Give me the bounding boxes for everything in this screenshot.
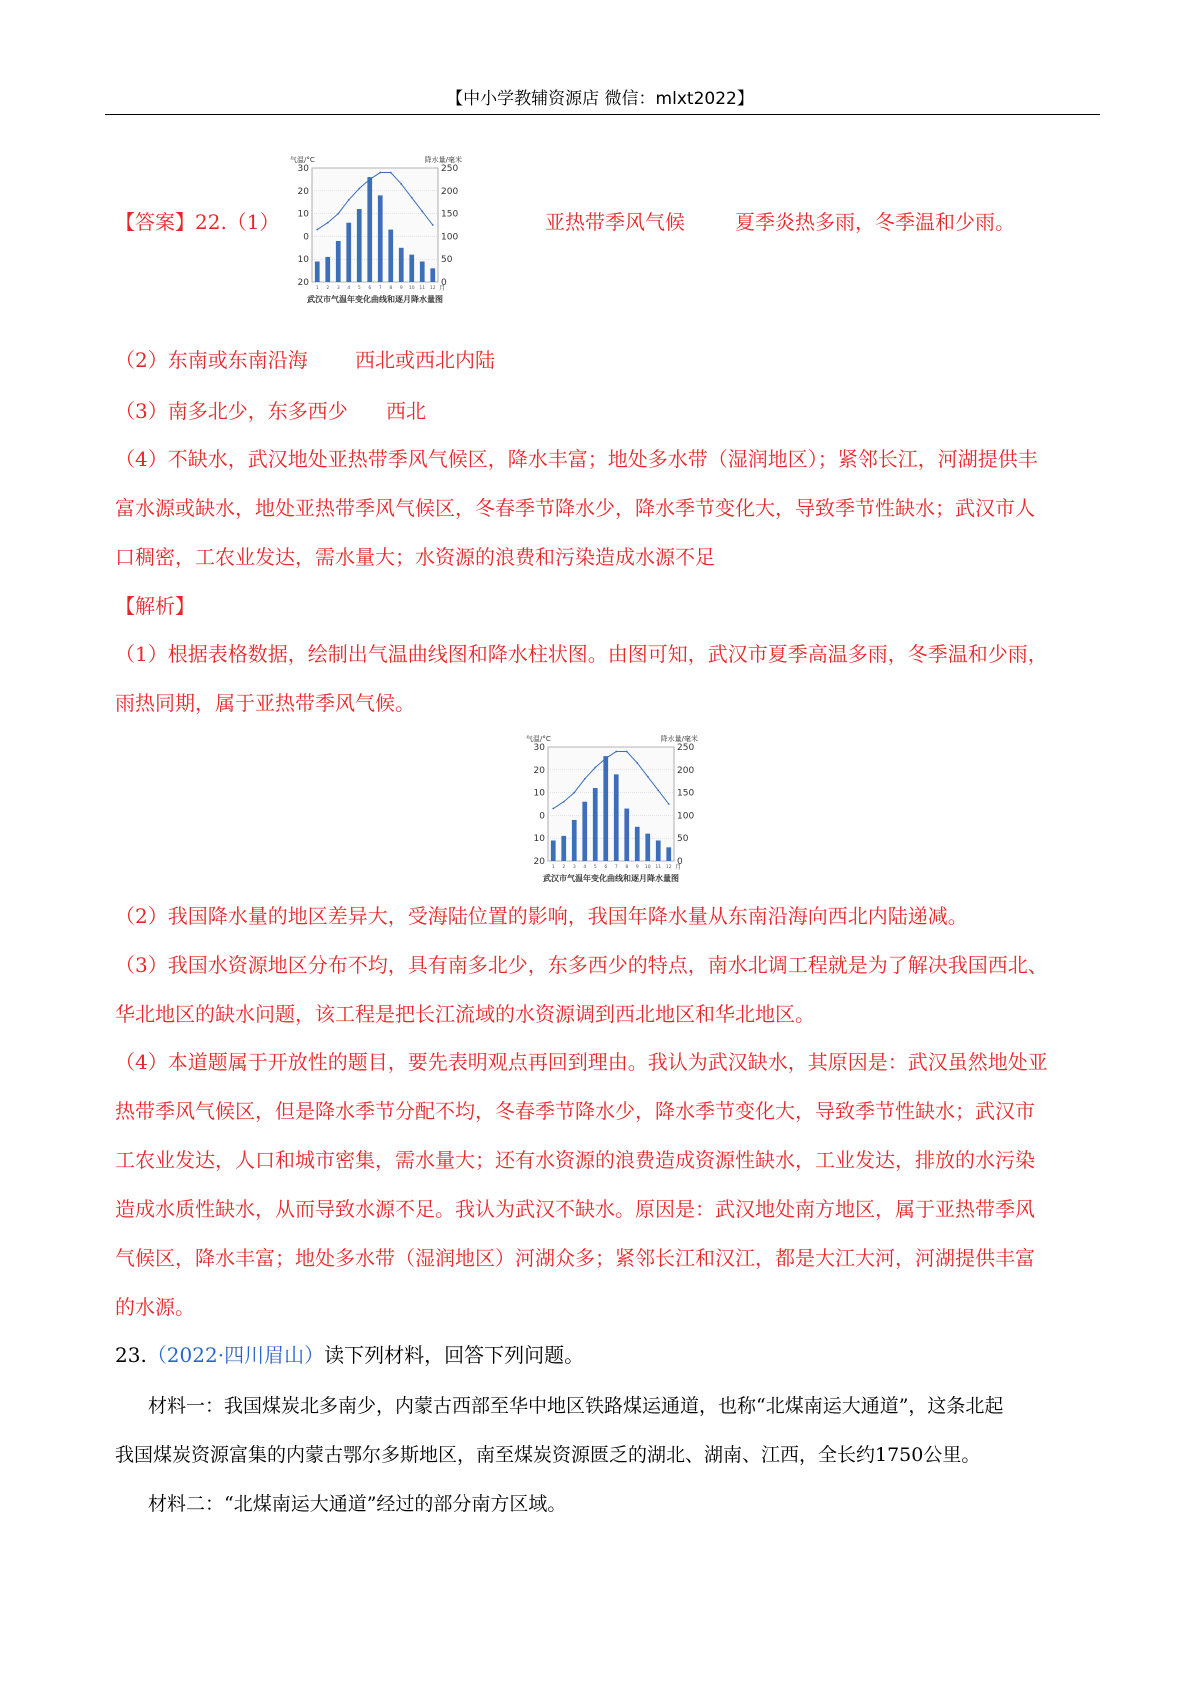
x-tick-label: 10: [408, 286, 415, 291]
temperature-point: [615, 751, 617, 753]
precipitation-bar: [582, 802, 587, 861]
precipitation-bar: [336, 241, 341, 282]
precipitation-bar: [551, 840, 556, 861]
temperature-point: [358, 188, 360, 190]
plot-frame: [312, 168, 438, 282]
material-1-line1: 材料一：我国煤炭北多南少，内蒙古西部至华中地区铁路煤运通道，也称“北煤南运大通道”，这条北起: [148, 1395, 1004, 1417]
temperature-point: [337, 213, 339, 215]
x-tick-label: 5: [593, 865, 597, 870]
precipitation-bar: [315, 261, 320, 282]
temperature-point: [563, 801, 565, 803]
precipitation-bar: [572, 820, 577, 861]
answer-4-line1: （4）不缺水，武汉地处亚热带季风气候区，降水丰富；地处多水带（湿润地区）；紧邻长江，河湖提供丰: [115, 447, 1038, 471]
precipitation-bar: [645, 834, 650, 861]
x-tick-label: 4: [347, 286, 351, 291]
x-tick-label: 5: [357, 286, 361, 291]
y2-tick-label: 50: [441, 255, 453, 266]
header-rule: [105, 114, 1100, 115]
temperature-point: [552, 808, 554, 810]
x-tick-label: 11: [419, 286, 426, 291]
y2-tick-label: 200: [677, 765, 695, 776]
analysis-4-line4: 造成水质性缺水，从而导致水源不足。我认为武汉不缺水。原因是：武汉地处南方地区，属于亚热带季风: [115, 1197, 1035, 1221]
analysis-4-line6: 的水源。: [115, 1295, 195, 1319]
y2-tick-label: 100: [677, 811, 695, 822]
analysis-2: （2）我国降水量的地区差异大，受海陆位置的影响，我国年降水量从东南沿海向西北内陆递减。: [115, 904, 968, 928]
precipitation-bar: [656, 840, 661, 861]
analysis-4-line3: 工农业发达，人口和城市密集，需水量大；还有水资源的浪费造成资源性缺水，工业发达，排放的水污染: [115, 1148, 1035, 1172]
precipitation-bar: [420, 261, 425, 282]
y2-tick-label: 200: [441, 186, 459, 197]
material-1-line2: 我国煤炭资源富集的内蒙古鄂尔多斯地区，南至煤炭资源匮乏的湖北、湖南、江西，全长约1750公里。: [115, 1444, 981, 1466]
y-tick-label: 0: [539, 811, 545, 822]
temperature-point: [626, 751, 628, 753]
y2-tick-label: 0: [441, 278, 447, 288]
precipitation-bar: [388, 230, 393, 282]
analysis-4-line5: 气候区，降水丰富；地处多水带（湿润地区）河湖众多；紧邻长江和汉江，都是大江大河，河湖提供丰富: [115, 1246, 1035, 1270]
y2-tick-label: 150: [677, 788, 695, 799]
temperature-point: [379, 172, 381, 174]
answer-prefix: 【答案】22.（1）: [115, 210, 280, 234]
analysis-3-line1: （3）我国水资源地区分布不均，具有南多北少，东多西少的特点，南水北调工程就是为了解决我国西北、: [115, 953, 1048, 977]
answer-4-line2: 富水源或缺水，地处亚热带季风气候区，冬春季节降水少，降水季节变化大，导致季节性缺水；武汉市人: [115, 496, 1035, 520]
temperature-point: [411, 197, 413, 199]
y-tick-label: 20: [297, 278, 309, 288]
x-tick-label: 8: [625, 865, 629, 870]
temperature-point: [584, 778, 586, 780]
y-tick-label: 10: [297, 255, 309, 266]
precipitation-bar: [367, 177, 372, 282]
answer-3-part1: （3）南多北少，东多西少: [115, 399, 348, 423]
x-tick-label: 10: [644, 865, 651, 870]
answer-4-line3: 口稠密，工农业发达，需水量大；水资源的浪费和污染造成水源不足: [115, 545, 715, 569]
analysis-label: 【解析】: [115, 594, 195, 618]
precipitation-bar: [378, 195, 383, 282]
temperature-point: [316, 229, 318, 231]
y-tick-label: 10: [533, 788, 545, 799]
y-tick-label: 20: [533, 857, 545, 867]
precipitation-bar: [614, 774, 619, 861]
temperature-point: [421, 210, 423, 212]
x-tick-label: 4: [583, 865, 587, 870]
answer-2-part1: （2）东南或东南沿海: [115, 348, 308, 372]
temperature-point: [348, 199, 350, 201]
temperature-point: [636, 762, 638, 764]
analysis-4-line2: 热带季风气候区，但是降水季节分配不均，冬春季节降水少，降水季节变化大，导致季节性缺水；武汉市: [115, 1099, 1035, 1123]
temperature-point: [390, 172, 392, 174]
chart-title: 武汉市气温年变化曲线和逐月降水量图: [543, 874, 679, 883]
page-header: 【中小学教辅资源店 微信：mlxt2022】: [446, 89, 754, 109]
x-tick-label: 9: [399, 286, 403, 291]
x-tick-label: 3: [336, 286, 340, 291]
temperature-point: [369, 179, 371, 181]
temperature-point: [668, 803, 670, 805]
y2-tick-label: 100: [441, 232, 459, 243]
y2-tick-label: 150: [441, 209, 459, 220]
precipitation-bar: [409, 255, 414, 282]
x-tick-label: 12: [665, 865, 672, 870]
x-tick-label: 7: [614, 865, 618, 870]
precipitation-bar: [561, 836, 566, 861]
x-tick-label: 9: [635, 865, 639, 870]
y2-tick-label: 50: [677, 834, 689, 845]
x-axis-unit: 月: [675, 864, 682, 871]
answer-feature: 夏季炎热多雨，冬季温和少雨。: [735, 210, 1015, 234]
y2-axis-label: 降水量/毫米: [660, 735, 698, 743]
answer-prefix-line: [115, 209, 280, 235]
x-tick-label: 2: [326, 286, 330, 291]
climate-chart-analysis: [526, 733, 716, 901]
temperature-point: [647, 776, 649, 778]
answer-2-part2: 西北或西北内陆: [355, 348, 495, 372]
x-tick-label: 2: [562, 865, 566, 870]
y-tick-label: 0: [303, 232, 309, 243]
climate-chart-answer: [290, 154, 480, 322]
question-prompt: 读下列材料，回答下列问题。: [324, 1343, 585, 1367]
y2-axis-label: 降水量/毫米: [424, 156, 462, 164]
y2-tick-label: 250: [441, 164, 459, 174]
temperature-point: [573, 792, 575, 794]
x-tick-label: 6: [368, 286, 372, 291]
y-axis-label: 气温/°C: [290, 156, 315, 164]
y-tick-label: 20: [533, 765, 545, 776]
answer-climate: 亚热带季风气候: [545, 210, 685, 234]
y-tick-label: 10: [297, 209, 309, 220]
x-axis-unit: 月: [439, 285, 446, 292]
question-number: 23.: [115, 1343, 147, 1367]
precipitation-bar: [399, 248, 404, 282]
precipitation-bar: [357, 209, 362, 282]
temperature-point: [432, 224, 434, 226]
precipitation-bar: [325, 257, 330, 282]
material-2: 材料二：“北煤南运大通道”经过的部分南方区域。: [148, 1493, 567, 1515]
temperature-point: [327, 222, 329, 224]
x-tick-label: 7: [378, 286, 382, 291]
x-tick-label: 11: [655, 865, 662, 870]
y2-tick-label: 250: [677, 743, 695, 753]
temperature-point: [605, 758, 607, 760]
x-tick-label: 1: [551, 865, 555, 870]
plot-frame: [548, 747, 674, 861]
x-tick-label: 1: [315, 286, 319, 291]
answer-3-part2: 西北: [386, 399, 426, 423]
y-tick-label: 30: [297, 164, 309, 174]
x-tick-label: 12: [429, 286, 436, 291]
y-axis-label: 气温/°C: [526, 735, 551, 743]
analysis-1-line2: 雨热同期，属于亚热带季风气候。: [115, 691, 415, 715]
x-tick-label: 6: [604, 865, 608, 870]
precipitation-bar: [635, 827, 640, 861]
precipitation-bar: [593, 788, 598, 861]
precipitation-bar: [603, 756, 608, 861]
precipitation-bar: [346, 223, 351, 282]
question-source: （2022·四川眉山）: [146, 1343, 325, 1367]
question-23-line: [115, 1342, 584, 1368]
temperature-point: [657, 789, 659, 791]
y-tick-label: 30: [533, 743, 545, 753]
analysis-3-line2: 华北地区的缺水问题，该工程是把长江流域的水资源调到西北地区和华北地区。: [115, 1002, 815, 1026]
y-tick-label: 20: [297, 186, 309, 197]
temperature-point: [400, 183, 402, 185]
temperature-point: [594, 767, 596, 769]
y-tick-label: 10: [533, 834, 545, 845]
precipitation-bar: [430, 268, 435, 282]
precipitation-bar: [666, 847, 671, 861]
precipitation-bar: [624, 809, 629, 861]
chart-title: 武汉市气温年变化曲线和逐月降水量图: [307, 295, 443, 304]
analysis-1-line1: （1）根据表格数据，绘制出气温曲线图和降水柱状图。由图可知，武汉市夏季高温多雨，冬季温和少雨，: [115, 642, 1048, 666]
y2-tick-label: 0: [677, 857, 683, 867]
x-tick-label: 3: [572, 865, 576, 870]
x-tick-label: 8: [389, 286, 393, 291]
analysis-4-line1: （4）本道题属于开放性的题目，要先表明观点再回到理由。我认为武汉缺水，其原因是：武汉虽然地处亚: [115, 1050, 1048, 1074]
